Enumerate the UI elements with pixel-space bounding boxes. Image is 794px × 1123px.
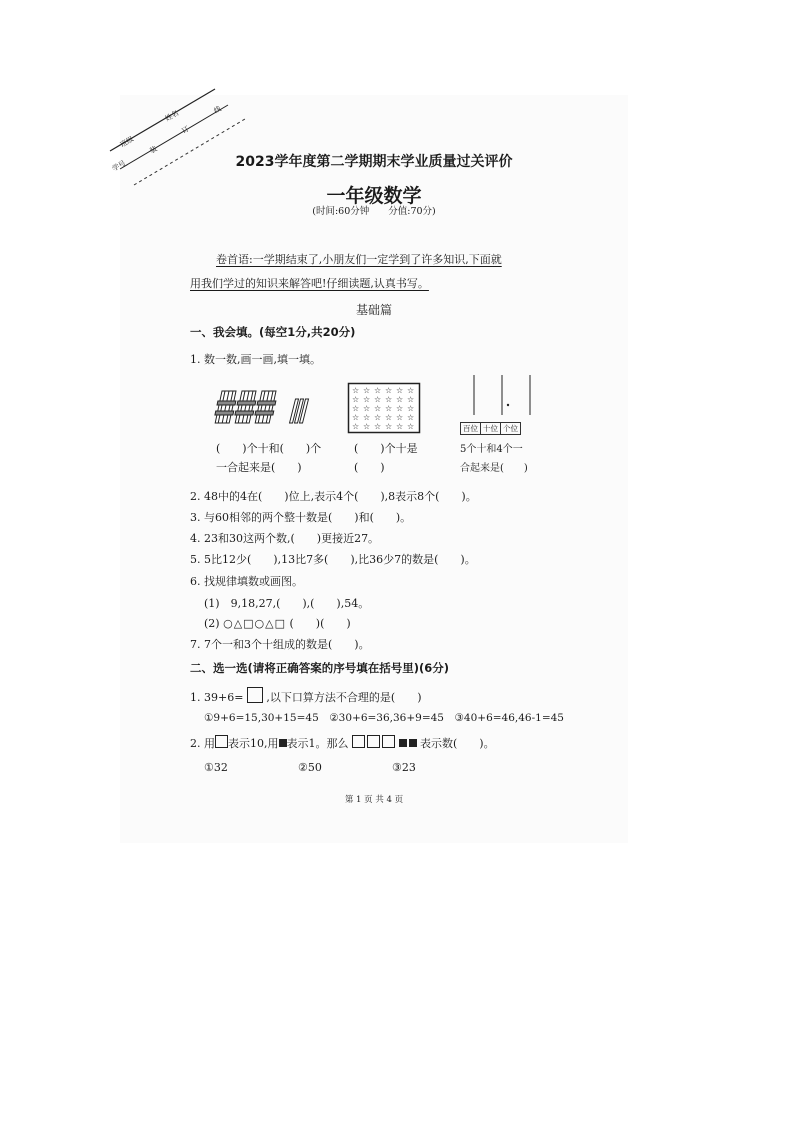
star-icon: ☆ (407, 413, 415, 422)
star-icon: ☆ (352, 422, 360, 431)
star-icon: ☆ (363, 395, 371, 404)
star-icon: ☆ (396, 404, 404, 413)
star-icon: ☆ (374, 386, 382, 395)
p2-q2-option-2: ②50 (298, 761, 322, 774)
star-icon: ☆ (352, 413, 360, 422)
p2-q2-mid1: 表示10,用 (228, 737, 279, 750)
q6-2-prefix: (2) (204, 617, 220, 630)
star-icon: ☆ (385, 395, 393, 404)
star-icon: ☆ (374, 413, 382, 422)
p2-q2-row (190, 735, 495, 751)
star-icon: ☆ (407, 395, 415, 404)
bundles-sticks-icon (212, 389, 322, 429)
exam-meta: (时间:60分钟 分值:70分) (312, 206, 436, 217)
star-icon: ☆ (374, 422, 382, 431)
q6-1-text: (1) 9,18,27,( ),( ),54。 (204, 597, 370, 610)
q6-2-shapes: ○△□○△□ (223, 617, 286, 630)
place-hundreds: 百位 (460, 422, 481, 435)
q3-text: 3. 与60相邻的两个整十数是( )和( )。 (190, 511, 412, 524)
star-icon: ☆ (385, 386, 393, 395)
binding-char-2: 订 (180, 124, 191, 136)
star-icon: ☆ (407, 386, 415, 395)
empty-square-icon (352, 735, 365, 748)
star-icon: ☆ (407, 404, 415, 413)
p2-q2-option-3: ③23 (392, 761, 416, 774)
binding-name-label: 姓名 (163, 109, 181, 123)
q6-text: 6. 找规律填数或画图。 (190, 575, 303, 588)
place-tens: 十位 (480, 422, 501, 435)
star-icon: ☆ (352, 404, 360, 413)
stars-grid-icon (348, 383, 420, 433)
star-icon: ☆ (363, 386, 371, 395)
binding-char-1: 装 (148, 144, 159, 156)
star-icon: ☆ (396, 386, 404, 395)
p2-q1-options: ①9+6=15,30+15=45 ②30+6=36,36+9=45 ③40+6=46,46-1=45 (204, 712, 564, 724)
star-icon: ☆ (363, 404, 371, 413)
empty-square-icon (367, 735, 380, 748)
q6-2-suffix: ( )( ) (289, 617, 351, 630)
p2-q1-row (190, 687, 422, 705)
section-basic: 基础篇 (355, 303, 392, 317)
intro-line-2: 用我们学过的知识来解答吧!仔细读题,认真书写。 (190, 277, 429, 290)
place-ones: 个位 (500, 422, 521, 435)
star-icon: ☆ (352, 386, 360, 395)
filled-square-icon (279, 739, 287, 747)
part1-heading: 一、我会填。(每空1分,共20分) (190, 325, 356, 339)
star-icon: ☆ (385, 404, 393, 413)
star-icon: ☆ (374, 404, 382, 413)
q1a-line-1: ( )个十和( )个 (216, 442, 322, 455)
page-footer: 第 1 页 共 4 页 (344, 795, 404, 805)
q1b-line-1: ( )个十是 (354, 442, 418, 455)
intro-line-1: 卷首语:一学期结束了,小朋友们一定学到了许多知识,下面就 (216, 253, 502, 266)
star-icon: ☆ (363, 422, 371, 431)
q6-2-row (204, 615, 351, 631)
q2-text: 2. 48中的4在( )位上,表示4个( ),8表示8个( )。 (190, 490, 477, 503)
filled-square-icon (409, 739, 417, 747)
star-icon: ☆ (374, 395, 382, 404)
q5-text: 5. 5比12少( ),13比7多( ),比36少7的数是( )。 (190, 553, 476, 566)
exam-title: 2023学年度第二学期期末学业质量过关评价 (235, 154, 513, 170)
abacus-icon (460, 375, 544, 415)
star-icon: ☆ (363, 413, 371, 422)
exam-page (110, 95, 628, 843)
p2-q2-prefix: 2. 用 (190, 737, 215, 750)
exam-subject: 一年级数学 (326, 185, 422, 207)
q7-text: 7. 7个一和3个十组成的数是( )。 (190, 638, 370, 651)
binding-class-label: 班级 (118, 135, 136, 149)
p2-q2-option-1: ①32 (204, 761, 228, 774)
p2-q2-suffix: 表示数( )。 (420, 737, 495, 750)
q1b-line-2: ( ) (354, 461, 385, 474)
empty-square-icon (382, 735, 395, 748)
star-icon: ☆ (396, 422, 404, 431)
star-icon: ☆ (396, 395, 404, 404)
q1-text: 1. 数一数,画一画,填一填。 (190, 353, 321, 366)
binding-number-label: 学号 (110, 159, 128, 173)
star-icon: ☆ (396, 413, 404, 422)
star-icon: ☆ (385, 422, 393, 431)
binding-char-3: 线 (212, 104, 223, 116)
part2-heading: 二、选一选(请将正确答案的序号填在括号里)(6分) (190, 661, 450, 675)
p2-q1-prefix: 1. 39+6= (190, 691, 244, 704)
star-icon: ☆ (407, 422, 415, 431)
q4-text: 4. 23和30这两个数,( )更接近27。 (190, 532, 380, 545)
empty-square-icon (215, 735, 228, 748)
star-icon: ☆ (385, 413, 393, 422)
q1a-line-2: 一合起来是( ) (216, 461, 302, 474)
q1c-line-2: 合起来是( ) (460, 463, 528, 474)
q1c-line-1: 5个十和4个一 (460, 444, 523, 455)
answer-box-icon (247, 687, 263, 703)
star-icon: ☆ (352, 395, 360, 404)
p2-q1-suffix: ,以下口算方法不合理的是( ) (266, 691, 422, 704)
filled-square-icon (399, 739, 407, 747)
abacus-place-labels (460, 416, 520, 435)
p2-q2-mid2: 表示1。那么 (286, 737, 349, 750)
